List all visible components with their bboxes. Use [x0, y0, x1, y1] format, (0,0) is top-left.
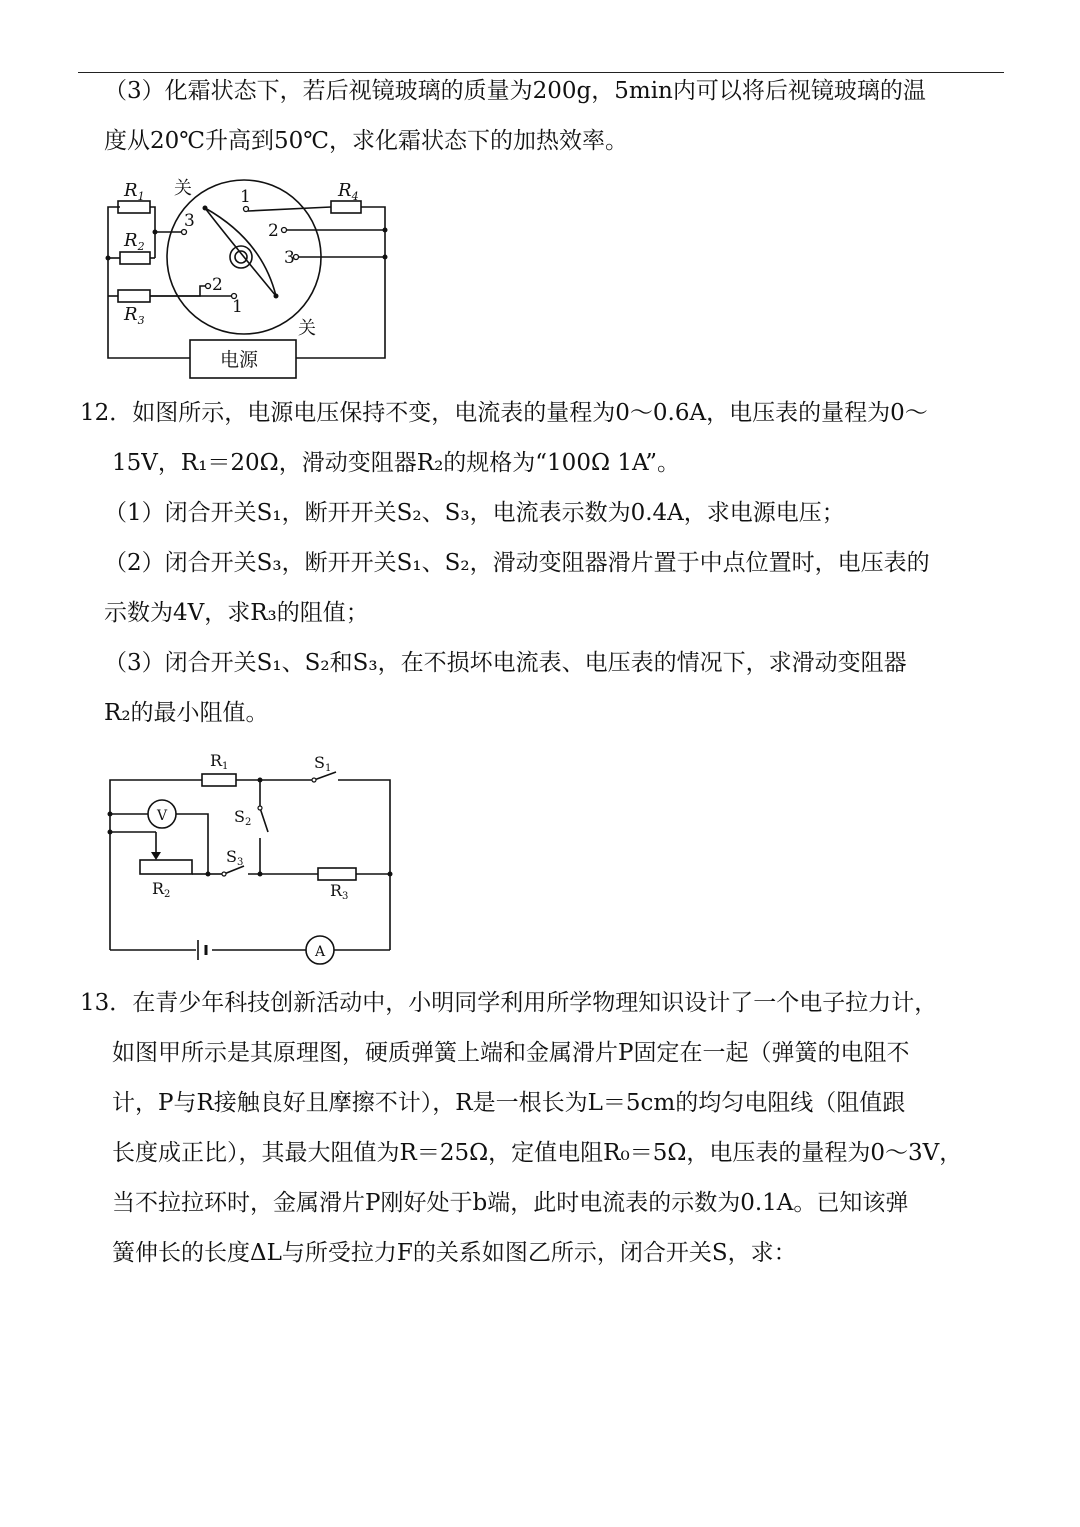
q13-line-3: 计，P与R接触良好且摩擦不计），R是一根长为L＝5cm的均匀电阻线（阻值跟	[112, 1090, 906, 1116]
fig12-label-s3: S3	[226, 847, 244, 868]
q12-line-5: 示数为4V，求R₃的阻值；	[104, 600, 369, 626]
resistor-r3	[318, 868, 356, 880]
q12-line-2: 15V，R₁＝20Ω，滑动变阻器R₂的规格为“100Ω 1A”。	[112, 450, 680, 476]
fig11-label-r2: $R_2$	[124, 230, 145, 253]
resistor-r1	[202, 774, 236, 786]
fig11-contact-3-right: 3	[284, 248, 295, 268]
fig11-contact-1-right: 1	[240, 187, 251, 207]
fig12-label-r1: R1	[210, 751, 229, 772]
resistor-r2	[120, 252, 150, 264]
fig12-label-s1: S1	[314, 753, 332, 774]
fig12-voltmeter-letter: V	[157, 808, 168, 824]
fig12-label-s2: S2	[234, 807, 252, 828]
fig11-label-r4: $R_4$	[338, 180, 359, 203]
q11-part3-line-1: （3）化霜状态下，若后视镜玻璃的质量为200g，5min内可以将后视镜玻璃的温	[104, 78, 926, 104]
q13-line-2: 如图甲所示是其原理图，硬质弹簧上端和金属滑片P固定在一起（弹簧的电阻不	[112, 1040, 910, 1066]
fig11-label-r3: $R_3$	[124, 304, 145, 327]
q11-part3-line-2: 度从20℃升高到50℃，求化霜状态下的加热效率。	[104, 128, 628, 154]
figure-12-circuit	[100, 740, 400, 965]
fig11-label-power: 电源	[220, 349, 259, 371]
figure-11-circuit	[95, 170, 405, 385]
fig12-ammeter-letter: A	[315, 944, 326, 960]
resistor-r1	[118, 201, 150, 213]
fig11-label-off-bottom: 关	[298, 318, 316, 339]
fig11-contact-2-right: 2	[268, 221, 279, 241]
fig11-label-off-top: 关	[174, 178, 192, 199]
resistor-r3	[118, 290, 150, 302]
q12-line-3: （1）闭合开关S₁，断开开关S₂、S₃，电流表示数为0.4A，求电源电压；	[104, 500, 845, 526]
q12-line-1: 12．如图所示，电源电压保持不变，电流表的量程为0～0.6A，电压表的量程为0～	[80, 400, 928, 426]
rheostat-r2	[140, 860, 192, 874]
rheostat-slider	[151, 852, 161, 860]
q13-line-4: 长度成正比），其最大阻值为R＝25Ω，定值电阻R₀＝5Ω，电压表的量程为0～3V，	[112, 1140, 963, 1166]
fig11-contact-2-left: 2	[212, 275, 223, 295]
q12-line-7: R₂的最小阻值。	[104, 700, 269, 726]
switch-s2	[260, 808, 268, 832]
q13-line-1: 13．在青少年科技创新活动中，小明同学利用所学物理知识设计了一个电子拉力计，	[80, 990, 938, 1016]
fig11-label-r1: $R_1$	[124, 180, 145, 203]
fig11-contact-3-left: 3	[184, 211, 195, 231]
fig12-label-r2: R2	[152, 879, 171, 900]
q12-line-6: （3）闭合开关S₁、S₂和S₃，在不损坏电流表、电压表的情况下，求滑动变阻器	[104, 650, 907, 676]
header-rule	[78, 72, 1004, 73]
q13-line-5: 当不拉拉环时，金属滑片P刚好处于b端，此时电流表的示数为0.1A。已知该弹	[112, 1190, 909, 1216]
fig12-label-r3: R3	[330, 881, 349, 902]
fig11-contact-1-left: 1	[232, 297, 243, 317]
q12-line-4: （2）闭合开关S₃，断开开关S₁、S₂，滑动变阻器滑片置于中点位置时，电压表的	[104, 550, 930, 576]
q13-line-6: 簧伸长的长度ΔL与所受拉力F的关系如图乙所示，闭合开关S，求：	[112, 1240, 797, 1266]
